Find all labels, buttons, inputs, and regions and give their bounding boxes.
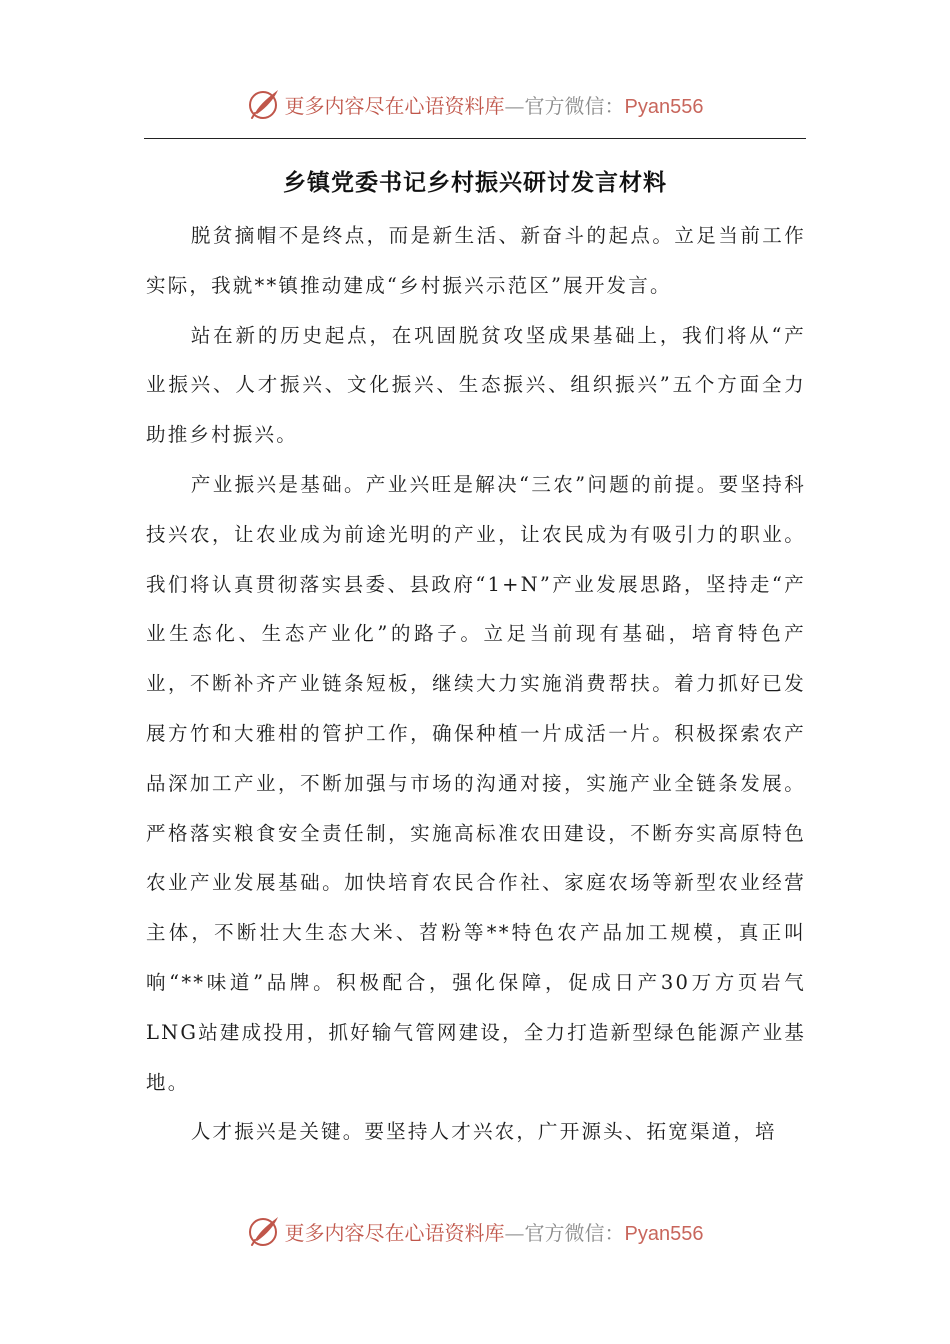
document-body [146, 211, 806, 1157]
footer-banner-text [285, 1217, 704, 1246]
footer-wechat-label: 官方微信： [524, 1220, 625, 1245]
footer-dash: — [504, 1220, 525, 1245]
body-paragraph-2: 站在新的历史起点，在巩固脱贫攻坚成果基础上，我们将从“产业振兴、人才振兴、文化振兴、生态振兴、组织振兴”五个方面全力助推乡村振兴。 [146, 323, 806, 447]
body-paragraph-3: 产业振兴是基础。产业兴旺是解决“三农”问题的前提。要坚持科技兴农，让农业成为前途光明的产业，让农民成为有吸引力的职业。我们将认真贯彻落实县委、县政府“1+N”产业发展思路，坚持走“产业生态化、生态产业化”的路子。立足当前现有基础，培育特色产业，不断补齐产业链条短板，继续大力实施消费帮扶。着力抓好已发展方竹和大雅柑的管护工作，确保种植一片成活一片。积极探索农产品深加工产业，不断加强与市场的沟通对接，实施产业全链条发展。严格落实粮食安全责任制，实施高标准农田建设，不断夯实高原特色农业产业发展基础。加快培育农民合作社、家庭农场等新型农业经营主体，不断壮大生态大米、苕粉等**特色农产品加工规模，真正叫响“**味道”品牌。积极配合，强化保障，促成日产30万方页岩气LNG站建成投用，抓好输气管网建设，全力打造新型绿色能源产业基地。 [146, 472, 806, 1094]
document-title: 乡镇党委书记乡村振兴研讨发言材料 [283, 169, 667, 196]
banner-wechat-id: Pyan556 [624, 95, 704, 118]
banner-text [285, 90, 704, 119]
header-banner [0, 84, 950, 124]
banner-dash: — [504, 93, 525, 118]
quill-pen-logo-icon [247, 1214, 281, 1248]
footer-banner [0, 1211, 950, 1251]
footer-main-text: 更多内容尽在心语资料库 [284, 1220, 505, 1245]
banner-wechat-label: 官方微信： [524, 93, 625, 118]
footer-wechat-id: Pyan556 [624, 1222, 704, 1245]
body-paragraph-1: 脱贫摘帽不是终点，而是新生活、新奋斗的起点。立足当前工作实际，我就**镇推动建成“乡村振兴示范区”展开发言。 [146, 224, 806, 297]
header-divider [144, 138, 806, 139]
quill-pen-logo-icon [247, 87, 281, 121]
body-paragraph-4: 人才振兴是关键。要坚持人才兴农，广开源头、拓宽渠道，培 [190, 1120, 777, 1144]
banner-main-text: 更多内容尽在心语资料库 [284, 93, 505, 118]
